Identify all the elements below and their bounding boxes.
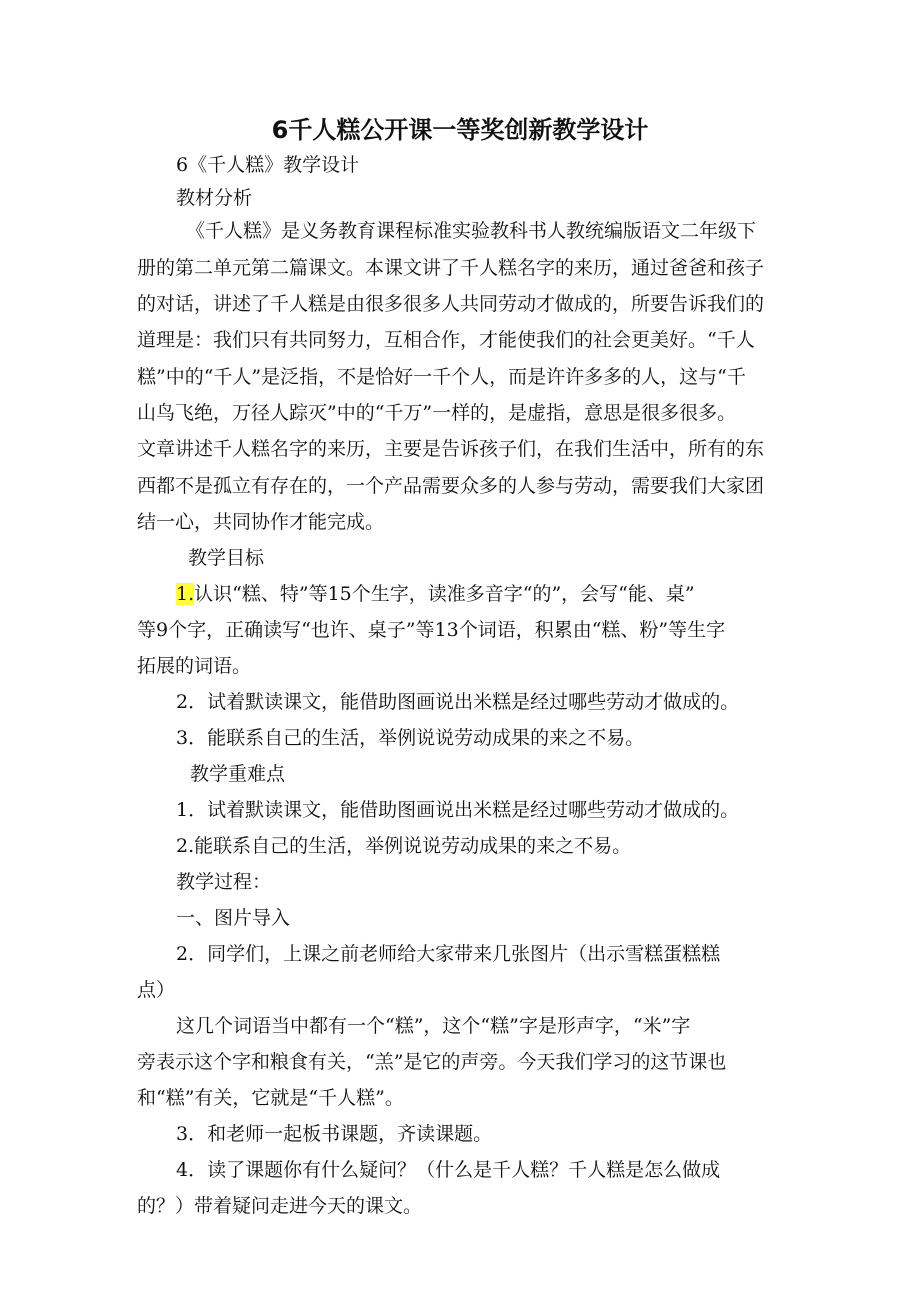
material-paragraph-line: 西都不是孤立有存在的，一个产品需要众多的人参与劳动，需要我们大家团 — [137, 475, 765, 497]
material-paragraph-line: 文章讲述千人糕名字的来历，主要是告诉孩子们，在我们生活中，所有的东 — [137, 438, 765, 460]
goal-1-line: 等9个字，正确读写“也许、桌子”等13个词语，积累由“糕、粉”等生字 — [137, 619, 726, 641]
lesson-subtitle: 6《千人糕》教学设计 — [176, 154, 360, 176]
part-1-heading: 一、图片导入 — [176, 907, 291, 929]
document-title: 6千人糕公开课一等奖创新教学设计 — [271, 116, 649, 144]
key-point-1: 1．试着默读课文，能借助图画说出米糕是经过哪些劳动才做成的。 — [176, 799, 740, 821]
process-heading: 教学过程： — [176, 871, 272, 893]
material-heading: 教材分析 — [176, 187, 253, 209]
goal-1-marker-highlight: 1. — [176, 583, 195, 605]
key-point-2: 2.能联系自己的生活，举例说说劳动成果的来之不易。 — [176, 835, 632, 857]
material-paragraph-line: 《千人糕》是义务教育课程标准实验教科书人教统编版语文二年级下 — [186, 220, 757, 242]
step-2-line: 点） — [137, 979, 176, 1001]
goal-3: 3．能联系自己的生活，举例说说劳动成果的来之不易。 — [176, 727, 645, 749]
goal-1-line: 拓展的词语。 — [137, 655, 252, 677]
explanation-line: 这几个词语当中都有一个“糕”，这个“糕”字是形声字，“米”字 — [176, 1015, 691, 1037]
step-3: 3．和老师一起板书课题，齐读课题。 — [176, 1123, 493, 1145]
goal-2: 2．试着默读课文，能借助图画说出米糕是经过哪些劳动才做成的。 — [176, 691, 740, 713]
goals-heading: 教学目标 — [188, 547, 265, 569]
explanation-line: 和“糕”有关，它就是“千人糕”。 — [137, 1087, 404, 1109]
key-points-heading: 教学重难点 — [190, 763, 286, 785]
explanation-line: 旁表示这个字和粮食有关，“羔”是它的声旁。今天我们学习的这节课也 — [137, 1051, 727, 1073]
goal-1-line — [176, 582, 695, 606]
material-paragraph-line: 山鸟飞绝，万径人踪灭”中的“千万”一样的，是虚指，意思是很多很多。 — [137, 402, 737, 424]
material-paragraph-line: 的对话，讲述了千人糕是由很多很多人共同劳动才做成的，所要告诉我们的 — [137, 293, 765, 315]
material-paragraph-line: 结一心，共同协作才能完成。 — [137, 511, 385, 533]
material-paragraph-line: 册的第二单元第二篇课文。本课文讲了千人糕名字的来历，通过爸爸和孩子 — [137, 257, 765, 279]
material-paragraph-line: 糕”中的“千人”是泛指，不是恰好一千个人，而是许许多多的人，这与“千 — [137, 366, 746, 388]
step-4-line: 的？）带着疑问走进今天的课文。 — [137, 1195, 423, 1217]
step-2-line: 2．同学们，上课之前老师给大家带来几张图片（出示雪糕蛋糕糕 — [176, 943, 721, 965]
step-4-line: 4．读了课题你有什么疑问？（什么是千人糕？千人糕是怎么做成 — [176, 1159, 721, 1181]
material-paragraph-line: 道理是：我们只有共同努力，互相合作，才能使我们的社会更美好。“千人 — [137, 329, 755, 351]
goal-1-text: 认识“糕、特”等15个生字，读准多音字“的”，会写“能、桌” — [194, 583, 695, 605]
